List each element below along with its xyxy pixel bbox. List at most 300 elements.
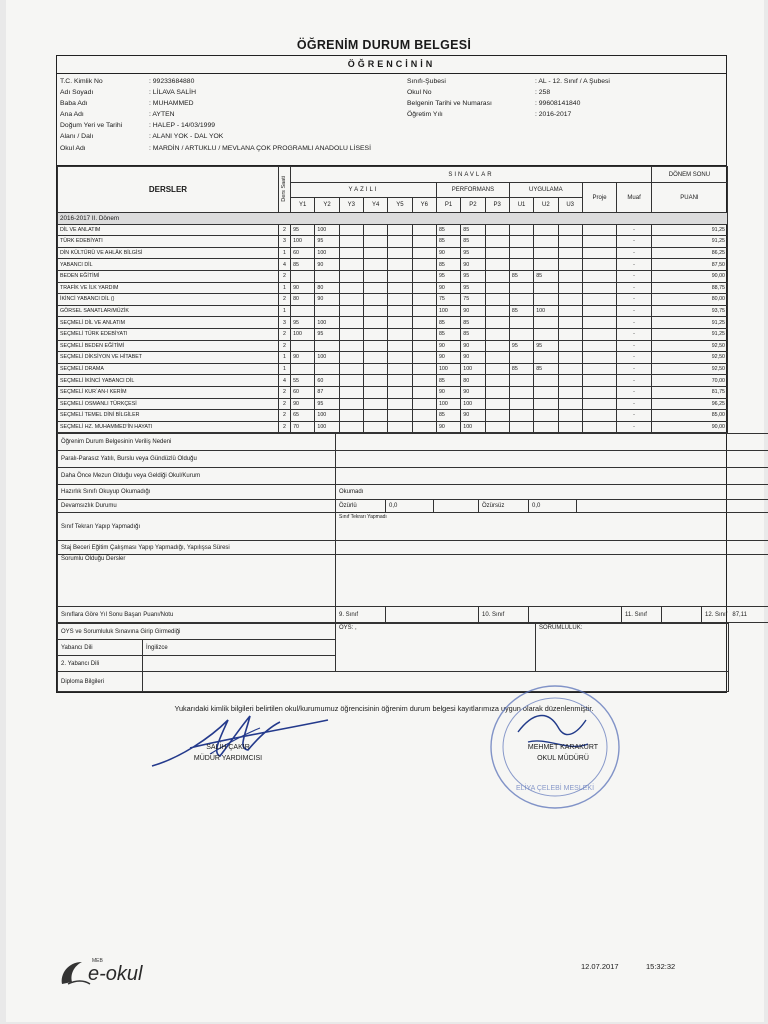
course-hours: 2 bbox=[278, 270, 290, 282]
exam-score bbox=[558, 247, 582, 259]
exam-score bbox=[485, 328, 509, 340]
exam-score bbox=[558, 421, 582, 433]
exam-score bbox=[388, 421, 412, 433]
exam-score bbox=[291, 305, 315, 317]
school-value: : MARDİN / ARTUKLU / MEVLANA ÇOK PROGRAMLI ANADOLU LİSESİ bbox=[149, 145, 371, 152]
vice-principal-block bbox=[188, 742, 268, 764]
grades-table bbox=[57, 166, 728, 433]
exam-score bbox=[509, 410, 533, 422]
course-row bbox=[58, 421, 728, 433]
unexcused-label: Özürsüz bbox=[479, 500, 529, 513]
exam-score: 90 bbox=[291, 398, 315, 410]
project-score bbox=[582, 340, 616, 352]
exam-score bbox=[364, 294, 388, 306]
exam-score: 85 bbox=[509, 270, 533, 282]
exam-score bbox=[534, 398, 558, 410]
exam-score bbox=[534, 282, 558, 294]
exam-score bbox=[364, 247, 388, 259]
exam-score: 95 bbox=[315, 398, 339, 410]
exam-score bbox=[485, 386, 509, 398]
exam-score: 100 bbox=[315, 352, 339, 364]
exams-header: SINAVLAR bbox=[291, 167, 652, 183]
exam-score bbox=[388, 259, 412, 271]
course-name: SEÇMELİ DİL VE ANLATIM bbox=[58, 317, 279, 329]
subcol-header: P1 bbox=[436, 198, 460, 213]
course-row bbox=[58, 282, 728, 294]
exam-score: 90 bbox=[461, 410, 485, 422]
exam-score: 90 bbox=[461, 340, 485, 352]
exam-score bbox=[339, 398, 363, 410]
project-score bbox=[582, 247, 616, 259]
project-score bbox=[582, 421, 616, 433]
exam-score: 100 bbox=[315, 224, 339, 236]
exam-score: 60 bbox=[315, 375, 339, 387]
course-row bbox=[58, 305, 728, 317]
exam-score bbox=[339, 363, 363, 375]
course-name: TÜRK EDEBİYATI bbox=[58, 236, 279, 248]
exam-score bbox=[485, 363, 509, 375]
exempt-value: - bbox=[617, 294, 652, 306]
exam-score bbox=[339, 375, 363, 387]
exam-score: 85 bbox=[291, 259, 315, 271]
exam-score bbox=[339, 410, 363, 422]
project-score bbox=[582, 317, 616, 329]
exempt-value: - bbox=[617, 224, 652, 236]
exam-score bbox=[485, 305, 509, 317]
name-value: : LİLAVA SALİH bbox=[149, 89, 196, 96]
course-row bbox=[58, 224, 728, 236]
exam-score bbox=[364, 259, 388, 271]
exam-score: 85 bbox=[436, 259, 460, 271]
performance-header: PERFORMANS bbox=[436, 183, 509, 198]
exam-score bbox=[534, 236, 558, 248]
exam-score bbox=[558, 363, 582, 375]
course-hours: 4 bbox=[278, 375, 290, 387]
exam-score: 90 bbox=[461, 259, 485, 271]
term-row: 2016-2017 II. Dönem bbox=[58, 213, 728, 225]
exam-score: 95 bbox=[461, 282, 485, 294]
course-name: SEÇMELİ HZ. MUHAMMED'İN HAYATI bbox=[58, 421, 279, 433]
exam-score bbox=[364, 398, 388, 410]
vice-principal-name: SALİH ÇAKIR bbox=[206, 744, 250, 751]
exam-score: 85 bbox=[509, 305, 533, 317]
exempt-header: Muaf bbox=[617, 183, 652, 213]
exam-score bbox=[315, 305, 339, 317]
exempt-value: - bbox=[617, 328, 652, 340]
exam-score: 90 bbox=[291, 282, 315, 294]
course-name: SEÇMELİ İKİNCİ YABANCI DİL bbox=[58, 375, 279, 387]
exam-score bbox=[485, 224, 509, 236]
exam-score bbox=[412, 410, 436, 422]
exam-score bbox=[315, 363, 339, 375]
tc-label: T.C. Kimlik No bbox=[60, 78, 103, 85]
exam-score bbox=[485, 375, 509, 387]
course-name: SEÇMELİ OSMANLI TÜRKÇESİ bbox=[58, 398, 279, 410]
birth-value: : HALEP - 14/03/1999 bbox=[149, 122, 216, 129]
exam-score bbox=[291, 340, 315, 352]
project-score bbox=[582, 282, 616, 294]
course-row bbox=[58, 259, 728, 271]
course-row bbox=[58, 294, 728, 306]
exam-score bbox=[339, 386, 363, 398]
logo-text: e-okul bbox=[88, 963, 143, 985]
exam-score: 95 bbox=[461, 247, 485, 259]
exam-score bbox=[412, 282, 436, 294]
course-row bbox=[58, 317, 728, 329]
project-header: Proje bbox=[582, 183, 616, 213]
exam-score bbox=[364, 282, 388, 294]
subcol-header: P2 bbox=[461, 198, 485, 213]
course-row bbox=[58, 410, 728, 422]
course-name: SEÇMELİ DİKSİYON VE HİTABET bbox=[58, 352, 279, 364]
exam-score: 100 bbox=[315, 410, 339, 422]
doc-no-value: : 99608141840 bbox=[535, 100, 581, 107]
course-hours: 3 bbox=[278, 317, 290, 329]
exam-score bbox=[339, 270, 363, 282]
exam-score bbox=[509, 259, 533, 271]
grade9-label: 9. Sınıf bbox=[336, 607, 386, 623]
exam-score: 90 bbox=[315, 259, 339, 271]
course-row bbox=[58, 375, 728, 387]
exam-score bbox=[388, 236, 412, 248]
exam-score bbox=[412, 340, 436, 352]
exam-score bbox=[339, 305, 363, 317]
course-hours: 2 bbox=[278, 224, 290, 236]
exam-score bbox=[388, 386, 412, 398]
exam-score bbox=[339, 294, 363, 306]
exam-score bbox=[412, 305, 436, 317]
project-score bbox=[582, 386, 616, 398]
exam-score bbox=[291, 270, 315, 282]
diploma-label: Diploma Bilgileri bbox=[58, 672, 143, 692]
class-value: : AL - 12. Sınıf / A Şubesi bbox=[535, 78, 610, 85]
course-row bbox=[58, 328, 728, 340]
prep-class-value: Okumadı bbox=[336, 485, 768, 500]
term-score: 80,00 bbox=[651, 294, 727, 306]
term-score: 92,50 bbox=[651, 340, 727, 352]
exam-score: 75 bbox=[461, 294, 485, 306]
exam-score: 100 bbox=[436, 398, 460, 410]
subcol-header: P3 bbox=[485, 198, 509, 213]
exam-score: 80 bbox=[291, 294, 315, 306]
exempt-value: - bbox=[617, 236, 652, 248]
project-score bbox=[582, 398, 616, 410]
exempt-value: - bbox=[617, 270, 652, 282]
student-info bbox=[57, 74, 726, 166]
exam-score bbox=[388, 270, 412, 282]
course-name: SEÇMELİ TÜRK EDEBİYATI bbox=[58, 328, 279, 340]
exempt-value: - bbox=[617, 340, 652, 352]
exam-score bbox=[291, 363, 315, 375]
exam-score: 95 bbox=[534, 340, 558, 352]
exam-score bbox=[558, 305, 582, 317]
course-row bbox=[58, 270, 728, 282]
second-lang-label: 2. Yabancı Dili bbox=[58, 656, 143, 672]
exam-score: 85 bbox=[436, 317, 460, 329]
exam-score: 100 bbox=[315, 421, 339, 433]
exam-score: 100 bbox=[534, 305, 558, 317]
project-score bbox=[582, 294, 616, 306]
reason-label: Öğrenim Durum Belgesinin Veriliş Nedeni bbox=[58, 434, 336, 451]
mother-label: Ana Adı bbox=[60, 111, 84, 118]
course-name: SEÇMELİ KUR`AN-I KERİM bbox=[58, 386, 279, 398]
exam-score: 85 bbox=[436, 410, 460, 422]
exam-score bbox=[412, 398, 436, 410]
exam-score: 100 bbox=[291, 328, 315, 340]
exam-score bbox=[388, 305, 412, 317]
exam-score bbox=[364, 352, 388, 364]
exam-score bbox=[485, 259, 509, 271]
project-score bbox=[582, 270, 616, 282]
exam-score bbox=[509, 247, 533, 259]
term-score: 92,50 bbox=[651, 363, 727, 375]
term-score: 85,00 bbox=[651, 410, 727, 422]
internship-label: Staj Beceri Eğitim Çalışması Yapıp Yapmadığı, Yapılışsa Süresi bbox=[58, 541, 336, 555]
print-time: 15:32:32 bbox=[646, 962, 676, 971]
course-hours: 1 bbox=[278, 282, 290, 294]
exam-score bbox=[509, 236, 533, 248]
exam-score: 90 bbox=[461, 386, 485, 398]
exam-score bbox=[534, 328, 558, 340]
course-name: SEÇMELİ DRAMA bbox=[58, 363, 279, 375]
exam-score: 100 bbox=[461, 421, 485, 433]
school-label: Okul Adı bbox=[60, 145, 86, 152]
exam-score: 90 bbox=[436, 352, 460, 364]
exam-score bbox=[412, 224, 436, 236]
exam-score bbox=[534, 375, 558, 387]
term-score: 81,75 bbox=[651, 386, 727, 398]
exam-score: 90 bbox=[436, 247, 460, 259]
exam-score bbox=[339, 340, 363, 352]
exam-score: 95 bbox=[291, 317, 315, 329]
exam-score: 95 bbox=[315, 328, 339, 340]
exam-score bbox=[339, 317, 363, 329]
term-end-header: DÖNEM SONU bbox=[651, 167, 727, 183]
exempt-value: - bbox=[617, 259, 652, 271]
exam-score bbox=[485, 398, 509, 410]
exam-score: 100 bbox=[315, 317, 339, 329]
course-name: GÖRSEL SANATLAR/MÜZİK bbox=[58, 305, 279, 317]
practice-header: UYGULAMA bbox=[509, 183, 582, 198]
exam-score: 90 bbox=[461, 305, 485, 317]
confirmation-statement: Yukarıdaki kimlik bilgileri belirtilen okul/kurumumuz öğrencisinin öğrenim durum belgesi kayıtlarımıza uygun olarak düzenlenmiştir. bbox=[174, 704, 594, 713]
footer-table-2 bbox=[57, 623, 729, 692]
exempt-value: - bbox=[617, 386, 652, 398]
exam-score: 95 bbox=[436, 270, 460, 282]
exam-score bbox=[364, 236, 388, 248]
exam-score bbox=[364, 375, 388, 387]
exam-score: 90 bbox=[436, 421, 460, 433]
oys-label: OYS ve Sorumluluk Sınavına Girip Girmediği bbox=[58, 624, 336, 640]
excused-value: 0,0 bbox=[386, 500, 434, 513]
logo-small-text: MEB bbox=[92, 958, 103, 964]
course-row bbox=[58, 352, 728, 364]
exam-score: 60 bbox=[291, 386, 315, 398]
father-value: : MUHAMMED bbox=[149, 100, 194, 107]
term-score: 70,00 bbox=[651, 375, 727, 387]
exam-score: 85 bbox=[436, 375, 460, 387]
exam-score: 87 bbox=[315, 386, 339, 398]
exam-score bbox=[509, 375, 533, 387]
previous-school-label: Daha Önce Mezun Olduğu veya Geldiği Okul/Kurum bbox=[58, 468, 336, 485]
exam-score bbox=[315, 340, 339, 352]
exam-score bbox=[339, 328, 363, 340]
exam-score bbox=[364, 317, 388, 329]
exam-score: 90 bbox=[461, 352, 485, 364]
course-row bbox=[58, 363, 728, 375]
project-score bbox=[582, 236, 616, 248]
course-hours: 2 bbox=[278, 328, 290, 340]
exam-score bbox=[339, 236, 363, 248]
exam-score bbox=[412, 328, 436, 340]
exam-score bbox=[558, 328, 582, 340]
boarding-label: Paralı-Parasız Yatılı, Burslu veya Gündüzlü Olduğu bbox=[58, 451, 336, 468]
class-label: Sınıfı-Şubesi bbox=[407, 78, 446, 85]
svg-text:ELİYA ÇELEBİ MESLEKİ: ELİYA ÇELEBİ MESLEKİ bbox=[515, 785, 595, 792]
term-score: 91,25 bbox=[651, 236, 727, 248]
exam-score bbox=[412, 247, 436, 259]
exam-score bbox=[412, 236, 436, 248]
project-score bbox=[582, 305, 616, 317]
exam-score bbox=[485, 410, 509, 422]
exam-score: 90 bbox=[436, 386, 460, 398]
exam-score: 85 bbox=[461, 224, 485, 236]
exam-score bbox=[388, 294, 412, 306]
exam-score bbox=[558, 410, 582, 422]
year-label: Öğretim Yılı bbox=[407, 111, 443, 118]
exam-score: 100 bbox=[436, 305, 460, 317]
foreign-lang-label: Yabancı Dili bbox=[58, 640, 143, 656]
exam-score: 80 bbox=[461, 375, 485, 387]
exam-score: 85 bbox=[436, 224, 460, 236]
course-hours: 1 bbox=[278, 352, 290, 364]
exam-score bbox=[412, 317, 436, 329]
responsibility-label: SORUMLULUK: bbox=[536, 624, 729, 672]
exam-score bbox=[485, 270, 509, 282]
project-score bbox=[582, 363, 616, 375]
exam-score bbox=[485, 421, 509, 433]
project-score bbox=[582, 328, 616, 340]
course-name: SEÇMELİ TEMEL DİNİ BİLGİLER bbox=[58, 410, 279, 422]
doc-no-label: Belgenin Tarihi ve Numarası bbox=[407, 100, 492, 107]
exam-score bbox=[534, 224, 558, 236]
exam-score bbox=[534, 317, 558, 329]
term-score: 93,75 bbox=[651, 305, 727, 317]
footer-table bbox=[57, 433, 768, 623]
exam-score bbox=[485, 236, 509, 248]
field-label: Alanı / Dalı bbox=[60, 133, 94, 140]
exam-score bbox=[485, 282, 509, 294]
exam-score: 100 bbox=[461, 398, 485, 410]
exam-score bbox=[388, 317, 412, 329]
term-score: 90,00 bbox=[651, 270, 727, 282]
father-label: Baba Adı bbox=[60, 100, 88, 107]
excused-label: Özürlü bbox=[336, 500, 386, 513]
exam-score bbox=[339, 259, 363, 271]
project-score bbox=[582, 224, 616, 236]
exam-score bbox=[339, 247, 363, 259]
exam-score bbox=[509, 421, 533, 433]
exam-score: 60 bbox=[291, 247, 315, 259]
course-row bbox=[58, 340, 728, 352]
course-row bbox=[58, 386, 728, 398]
exam-score bbox=[388, 282, 412, 294]
exempt-value: - bbox=[617, 410, 652, 422]
e-okul-logo bbox=[58, 954, 168, 990]
term-score: 86,25 bbox=[651, 247, 727, 259]
course-hours: 2 bbox=[278, 294, 290, 306]
exam-score bbox=[412, 375, 436, 387]
exam-score: 55 bbox=[291, 375, 315, 387]
exam-score bbox=[558, 236, 582, 248]
term-score: 92,50 bbox=[651, 352, 727, 364]
course-name: TRAFİK VE İLK YARDIM bbox=[58, 282, 279, 294]
score-header: PUANI bbox=[651, 183, 727, 213]
exam-score bbox=[509, 328, 533, 340]
exam-score: 85 bbox=[461, 328, 485, 340]
grade12-label: 12. Sınıf bbox=[705, 611, 728, 618]
principal-title: OKUL MÜDÜRÜ bbox=[537, 755, 589, 762]
exam-score bbox=[485, 247, 509, 259]
exam-score: 100 bbox=[315, 247, 339, 259]
oys-value: OYS: , bbox=[336, 624, 536, 672]
exam-score bbox=[412, 352, 436, 364]
exam-score: 90 bbox=[291, 352, 315, 364]
term-score: 87,50 bbox=[651, 259, 727, 271]
subcol-header: Y3 bbox=[339, 198, 363, 213]
project-score bbox=[582, 259, 616, 271]
hours-header: Ders Saati bbox=[278, 167, 290, 213]
subcol-header: U3 bbox=[558, 198, 582, 213]
exam-score bbox=[485, 352, 509, 364]
exam-score: 90 bbox=[436, 282, 460, 294]
exam-score bbox=[485, 294, 509, 306]
term-score: 91,25 bbox=[651, 328, 727, 340]
exam-score bbox=[364, 421, 388, 433]
course-hours: 2 bbox=[278, 386, 290, 398]
yearly-success-label: Sınıflara Göre Yıl Sonu Başarı Puanı/Notu bbox=[58, 607, 336, 623]
dersler-header: DERSLER bbox=[58, 167, 279, 213]
exempt-value: - bbox=[617, 363, 652, 375]
field-value: : ALANI YOK - DAL YOK bbox=[149, 133, 224, 140]
course-hours: 2 bbox=[278, 410, 290, 422]
exam-score: 95 bbox=[509, 340, 533, 352]
exam-score bbox=[558, 270, 582, 282]
exam-score bbox=[388, 398, 412, 410]
term-score: 96,25 bbox=[651, 398, 727, 410]
course-row bbox=[58, 236, 728, 248]
prep-class-label: Hazırlık Sınıfı Okuyup Okumadığı bbox=[58, 485, 336, 500]
grade10-label: 10. Sınıf bbox=[479, 607, 529, 623]
exam-score: 70 bbox=[291, 421, 315, 433]
course-hours: 2 bbox=[278, 398, 290, 410]
exam-score bbox=[364, 386, 388, 398]
term-score: 90,00 bbox=[651, 421, 727, 433]
grade11-label: 11. Sınıf bbox=[622, 607, 662, 623]
exempt-value: - bbox=[617, 305, 652, 317]
exempt-value: - bbox=[617, 375, 652, 387]
exam-score: 100 bbox=[461, 363, 485, 375]
subcol-header: Y5 bbox=[388, 198, 412, 213]
exam-score bbox=[339, 421, 363, 433]
exam-score bbox=[412, 294, 436, 306]
exam-score bbox=[412, 259, 436, 271]
print-date: 12.07.2017 bbox=[581, 962, 619, 971]
exam-score bbox=[412, 363, 436, 375]
exam-score bbox=[534, 259, 558, 271]
exam-score bbox=[558, 398, 582, 410]
exam-score bbox=[339, 224, 363, 236]
